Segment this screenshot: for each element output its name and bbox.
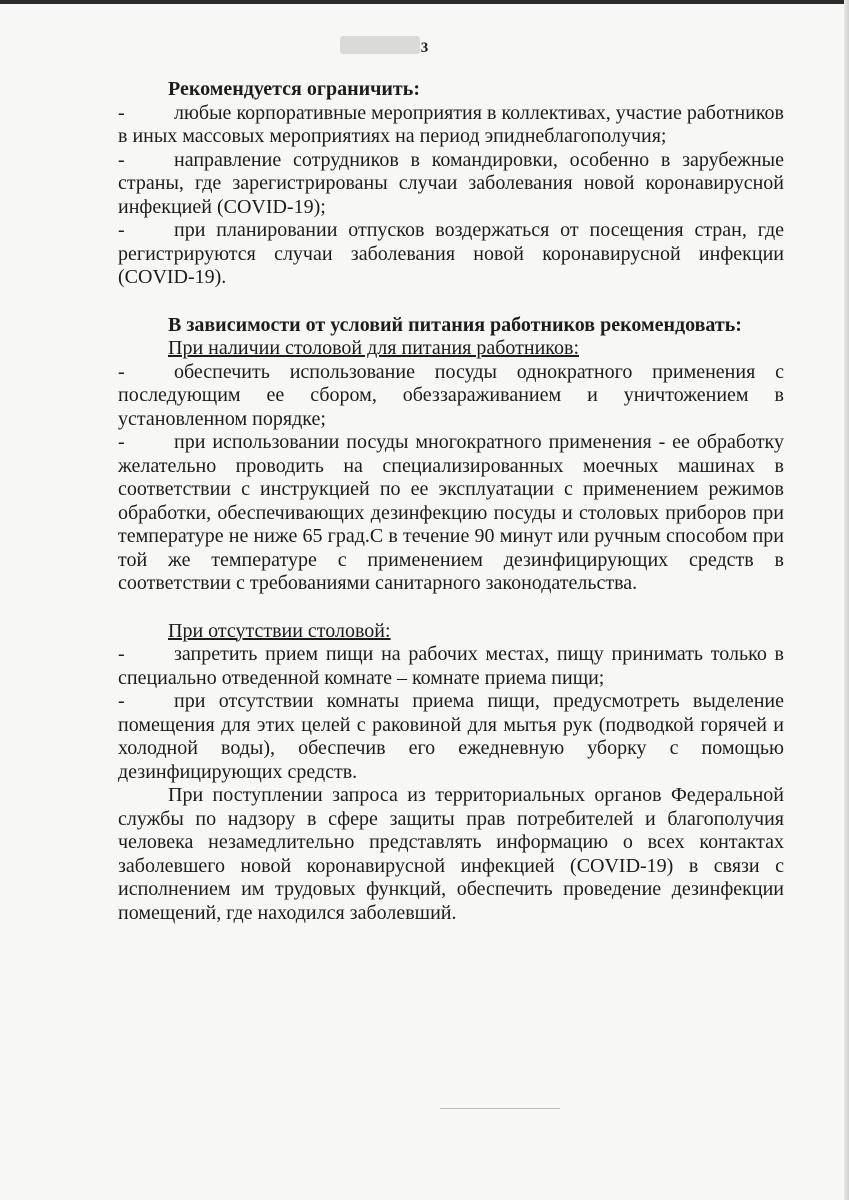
restrict-heading: Рекомендуется ограничить: <box>168 78 420 100</box>
no-canteen-item-1 <box>118 643 784 690</box>
bullet-dash: - <box>118 148 125 171</box>
no-canteen-item-text: при отсутствии комнаты приема пищи, предусмотреть выделение помещения для этих целей с раковиной для мытья рук (подводкой горячей и холодной воды), обеспечив его ежедневную уборку с помощью дезинфицирующих средств. <box>118 690 784 783</box>
canteen-item-text: обеспечить использование посуды однократного применения с последующим ее сбором, обеззараживанием и уничтожением в установленном порядке; <box>118 360 784 430</box>
restrict-item-1 <box>118 102 784 149</box>
bullet-dash: - <box>118 360 125 383</box>
canteen-subheading: При наличии столовой для питания работников: <box>168 337 579 359</box>
canteen-item-1 <box>118 361 784 432</box>
document-body <box>118 78 784 925</box>
page-number: 3 <box>420 40 429 56</box>
bullet-dash: - <box>118 643 125 665</box>
bullet-dash: - <box>118 101 125 124</box>
restrict-item-3 <box>118 219 784 290</box>
bullet-dash: - <box>118 690 125 712</box>
restrict-item-text: любые корпоративные мероприятия в коллективах, участие работников в иных массовых мероприятиях на период эпиднеблагополучия; <box>118 101 784 147</box>
bullet-dash: - <box>118 431 125 453</box>
food-heading: В зависимости от условий питания работников рекомендовать: <box>168 313 742 336</box>
no-canteen-item-text: запретить прием пищи на рабочих местах, пищу принимать только в специально отведенной комнате – комнате приема пищи; <box>118 643 784 689</box>
no-canteen-item-2 <box>118 690 784 784</box>
restrict-item-2 <box>118 149 784 220</box>
scan-edge-right <box>844 0 849 1200</box>
restrict-item-text: направление сотрудников в командировки, особенно в зарубежные страны, где зарегистрированы случаи заболевания новой коронавирусной инфекцией (COVID-19); <box>118 148 784 218</box>
no-canteen-subheading: При отсутствии столовой: <box>168 619 391 642</box>
restrict-item-text: при планировании отпусков воздержаться от посещения стран, где регистрируются случаи заболевания новой коронавирусной инфекции (COVID-19). <box>118 219 784 288</box>
canteen-item-2 <box>118 431 784 596</box>
canteen-item-text: при использовании посуды многократного применения - ее обработку желательно проводить на специализированных моечных машинах в соответствии с инструкцией по ее эксплуатации с применением режимов обработки, обеспечивающих дезинфекцию посуды и столовых приборов при температуре не ниже 65 град.С в течение 90 минут или ручным способом при той же температуре с применением дезинфицирующих средств в соответствии с требованиями санитарного законодательства. <box>118 431 784 594</box>
faint-scan-line <box>440 1108 560 1109</box>
scan-edge-top <box>0 0 849 4</box>
final-paragraph: При поступлении запроса из территориальных органов Федеральной службы по надзору в сфере защиты прав потребителей и благополучия человека незамедлительно представлять информацию о всех контактах заболевшего новой коронавирусной инфекцией (COVID-19) в связи с исполнением им трудовых функций, обеспечить проведение дезинфекции помещений, где находился заболевший. <box>118 784 784 924</box>
bullet-dash: - <box>118 219 125 241</box>
